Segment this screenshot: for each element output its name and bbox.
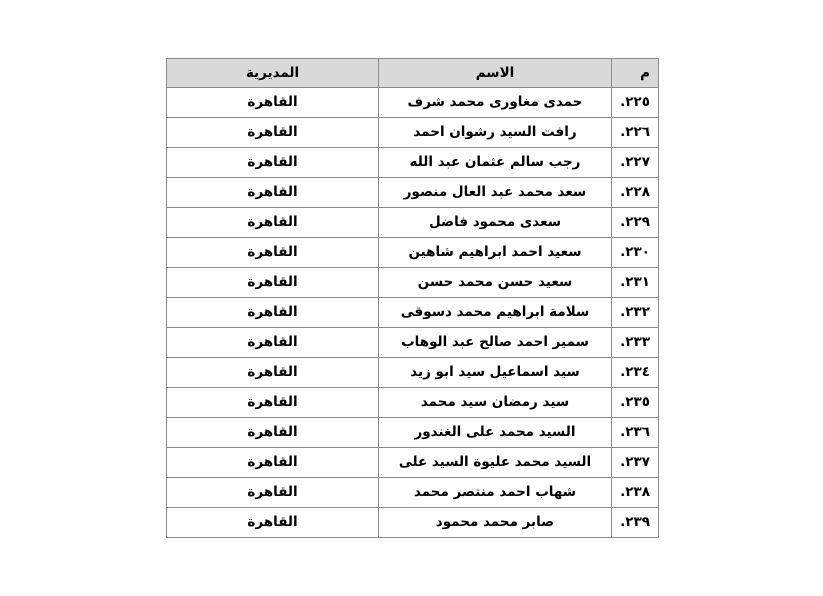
- row-number: ٢٣٨.: [612, 478, 659, 508]
- row-number: ٢٣١.: [612, 268, 659, 298]
- row-directorate: القاهرة: [167, 448, 379, 478]
- table-row: [167, 208, 659, 238]
- table-row: [167, 418, 659, 448]
- column-header-directorate: المديرية: [167, 59, 379, 88]
- column-header-name: الاسم: [379, 59, 612, 88]
- header-row: [167, 59, 659, 88]
- table-row: [167, 178, 659, 208]
- row-number: ٢٢٦.: [612, 118, 659, 148]
- row-number: ٢٣٢.: [612, 298, 659, 328]
- row-directorate: القاهرة: [167, 238, 379, 268]
- row-directorate: القاهرة: [167, 118, 379, 148]
- row-name: سمير احمد صالح عبد الوهاب: [379, 328, 612, 358]
- table-body: [167, 88, 659, 538]
- names-table: [166, 58, 659, 538]
- row-name: السيد محمد على الغندور: [379, 418, 612, 448]
- row-number: ٢٣٣.: [612, 328, 659, 358]
- row-name: صابر محمد محمود: [379, 508, 612, 538]
- row-name: سلامة ابراهيم محمد دسوقى: [379, 298, 612, 328]
- row-name: حمدى مغاورى محمد شرف: [379, 88, 612, 118]
- row-directorate: القاهرة: [167, 88, 379, 118]
- row-name: رجب سالم عثمان عبد الله: [379, 148, 612, 178]
- row-directorate: القاهرة: [167, 508, 379, 538]
- table-row: [167, 88, 659, 118]
- row-number: ٢٣٧.: [612, 448, 659, 478]
- row-number: ٢٣٥.: [612, 388, 659, 418]
- row-directorate: القاهرة: [167, 328, 379, 358]
- row-directorate: القاهرة: [167, 208, 379, 238]
- table-row: [167, 358, 659, 388]
- row-number: ٢٣٠.: [612, 238, 659, 268]
- table-row: [167, 478, 659, 508]
- row-number: ٢٣٤.: [612, 358, 659, 388]
- row-directorate: القاهرة: [167, 178, 379, 208]
- row-directorate: القاهرة: [167, 388, 379, 418]
- table-row: [167, 508, 659, 538]
- row-directorate: القاهرة: [167, 358, 379, 388]
- row-directorate: القاهرة: [167, 298, 379, 328]
- row-name: سعيد احمد ابراهيم شاهين: [379, 238, 612, 268]
- table-row: [167, 328, 659, 358]
- row-name: سيد رمضان سيد محمد: [379, 388, 612, 418]
- row-name: رافت السيد رشوان احمد: [379, 118, 612, 148]
- row-number: ٢٢٩.: [612, 208, 659, 238]
- row-number: ٢٢٧.: [612, 148, 659, 178]
- row-directorate: القاهرة: [167, 478, 379, 508]
- table-row: [167, 298, 659, 328]
- row-directorate: القاهرة: [167, 268, 379, 298]
- row-number: ٢٣٦.: [612, 418, 659, 448]
- table-header: [167, 59, 659, 88]
- row-number: ٢٣٩.: [612, 508, 659, 538]
- row-number: ٢٢٨.: [612, 178, 659, 208]
- row-name: السيد محمد عليوة السيد على: [379, 448, 612, 478]
- table-row: [167, 448, 659, 478]
- row-number: ٢٢٥.: [612, 88, 659, 118]
- row-name: سعيد حسن محمد حسن: [379, 268, 612, 298]
- table-row: [167, 118, 659, 148]
- column-header-number: م: [612, 59, 659, 88]
- row-directorate: القاهرة: [167, 148, 379, 178]
- table-row: [167, 388, 659, 418]
- row-name: سيد اسماعيل سيد ابو زيد: [379, 358, 612, 388]
- table-row: [167, 268, 659, 298]
- row-name: سعدى محمود فاضل: [379, 208, 612, 238]
- table-row: [167, 238, 659, 268]
- row-name: سعد محمد عبد العال منصور: [379, 178, 612, 208]
- table-row: [167, 148, 659, 178]
- row-name: شهاب احمد منتصر محمد: [379, 478, 612, 508]
- row-directorate: القاهرة: [167, 418, 379, 448]
